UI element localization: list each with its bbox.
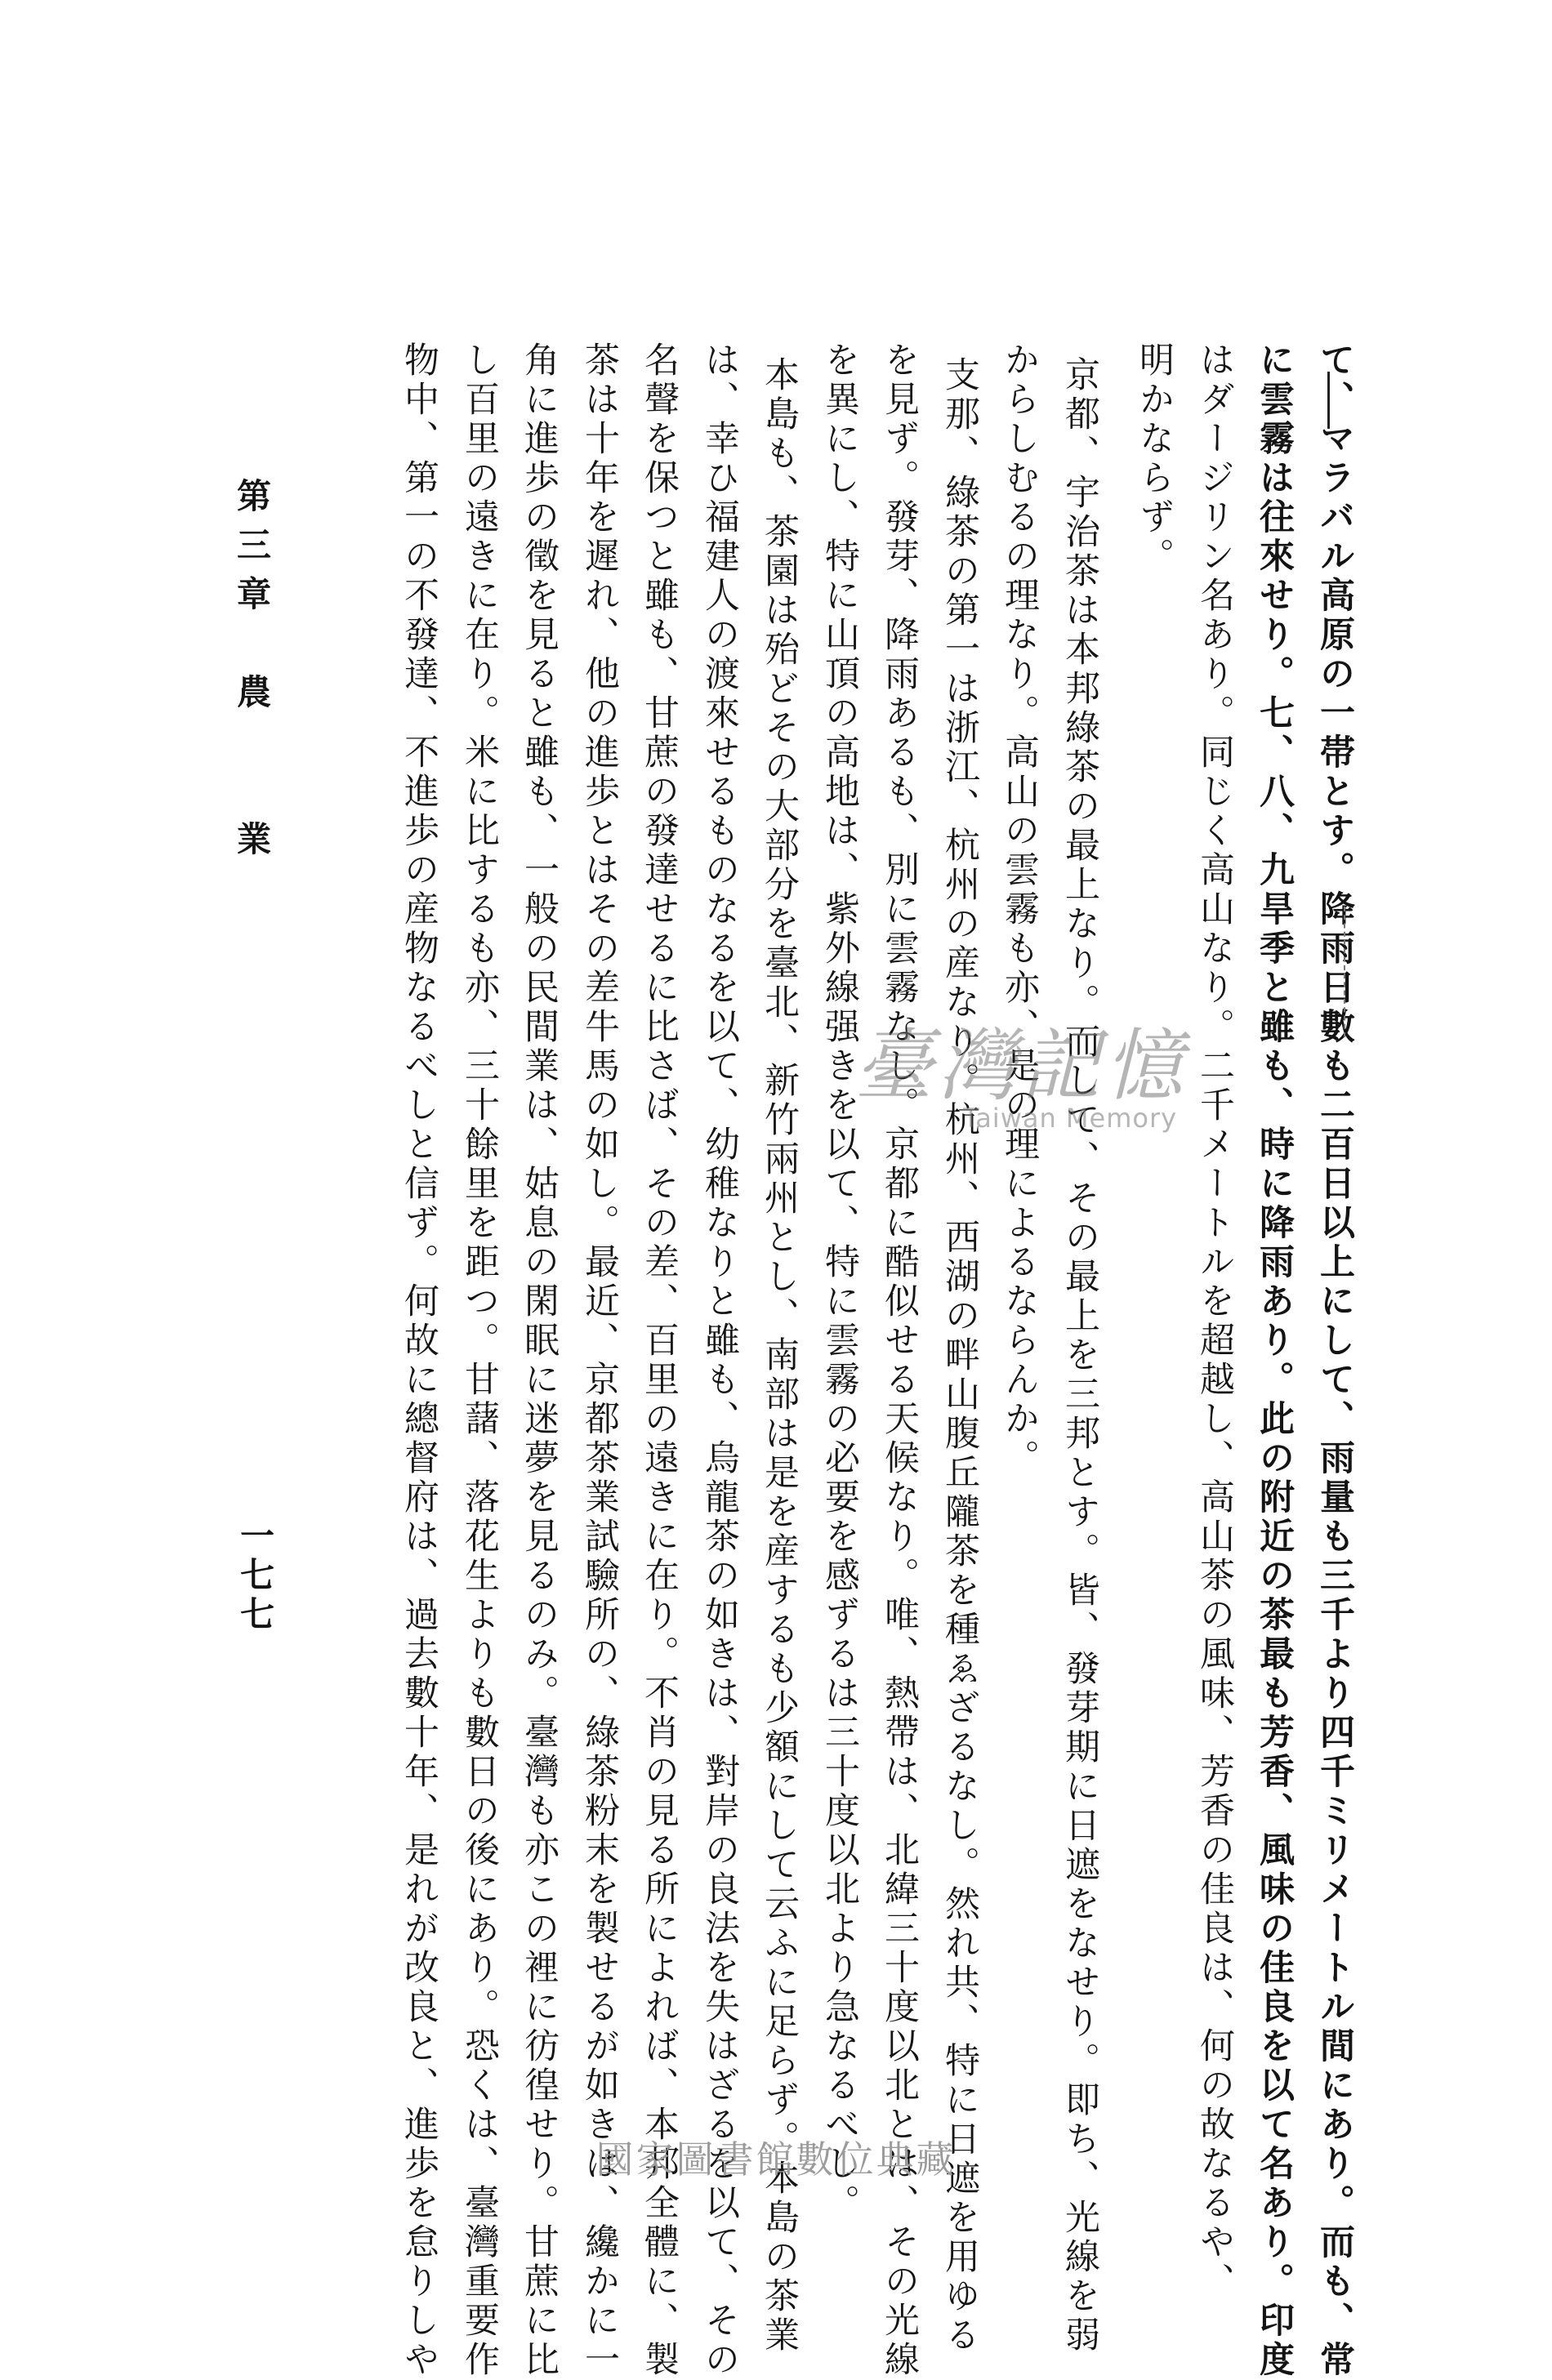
text-column-8: を見ず。發芽、降雨あるも、別に雲霧なし。京都に酷似せる天候なり。唯、熱帶は、北緯三十度以北とは、その光線 xyxy=(879,341,920,2380)
text-column-3: はダージリン名あり。同じく高山なり。二千メートルを超越し、高山茶の風味、芳香の佳良は、何の故なるや、 xyxy=(1194,341,1235,2302)
watermark-en: Taiwan Memory xyxy=(962,1102,1178,1134)
watermark-cjk: 臺灣記憶 xyxy=(854,1020,1188,1112)
scan-artifact-line xyxy=(1344,907,1347,1037)
text-column-1: て、マラバル高原の一帯とす。降雨日數も二百日以上にして、雨量も三千より四千ミリメートル間にあり。而も、常 xyxy=(1314,341,1355,2380)
footer-attribution: 國家圖書館數位典藏 xyxy=(595,2137,957,2182)
text-column-7: 支那、綠茶の第一は浙江、杭州の産なり。杭州、西湖の畔山腹丘隴茶を種ゑざるなし。然れ共、特に日遮を用ゆる xyxy=(939,356,980,2355)
text-column-9: を異にし、特に山頂の高地は、紫外線强きを以て、特に雲霧の必要を感ずるは三十度以北より急なるべし。 xyxy=(819,341,860,2223)
taiwan-memory-watermark xyxy=(760,1020,1282,1156)
text-column-11: は、幸ひ福建人の渡來せるものなるを以て、幼稚なりと雖も、烏龍茶の如きは、對岸の良法を失はざるを以て、その xyxy=(699,341,740,2380)
text-column-5: 京都、宇治茶は本邦綠茶の最上なり。而して、その最上を三邦とす。皆、發芽期に日遮をなせり。即ち、光線を弱 xyxy=(1059,356,1100,2355)
text-column-14: 角に進歩の徵を見ると雖も、一般の民間業は、姑息の閑眠に迷夢を見るのみ。臺灣も亦この裡に彷徨せり。甘蔗に比 xyxy=(519,341,560,2380)
text-column-4: 明かならず。 xyxy=(1134,341,1175,577)
text-column-13: 茶は十年を遲れ、他の進歩とはその差牛馬の如し。最近、京都茶業試驗所の、綠茶粉末を製せるが如きは、纔かに一 xyxy=(579,341,620,2380)
text-column-6: からしむるの理なり。高山の雲霧も亦、是の理によるならんか。 xyxy=(999,341,1040,1478)
text-column-10: 本島も、茶園は殆どその大部分を臺北、新竹兩州とし、南部は是を産するも少額にして云ふに足らず。本島の茶業 xyxy=(759,356,800,2355)
text-column-2: に雲霧は往來せり。七、八、九旱季と雖も、時に降雨あり。此の附近の茶最も芳香、風味の佳良を以て名あり。印度 xyxy=(1254,341,1295,2380)
text-column-16: 物中、第一の不發達、不進歩の産物なるべしと信ず。何故に總督府は、過去數十年、是れが改良と、進歩を怠りしや xyxy=(399,341,439,2380)
page-number: 一七七 xyxy=(235,1518,275,1635)
text-column-15: し百里の遠きに在り。米に比するも亦、三十餘里を距つ。甘藷、落花生よりも數日の後にあり。恐くは、臺灣重要作 xyxy=(459,341,500,2380)
running-header: 第三章 農 業 xyxy=(232,478,272,870)
handwritten-mark xyxy=(1311,372,1330,429)
text-column-12: 名聲を保つと雖も、甘蔗の發達せるに比さば、その差、百里の遠きに在り。不肖の見る所によれば、本邦全體に、製 xyxy=(639,341,680,2380)
